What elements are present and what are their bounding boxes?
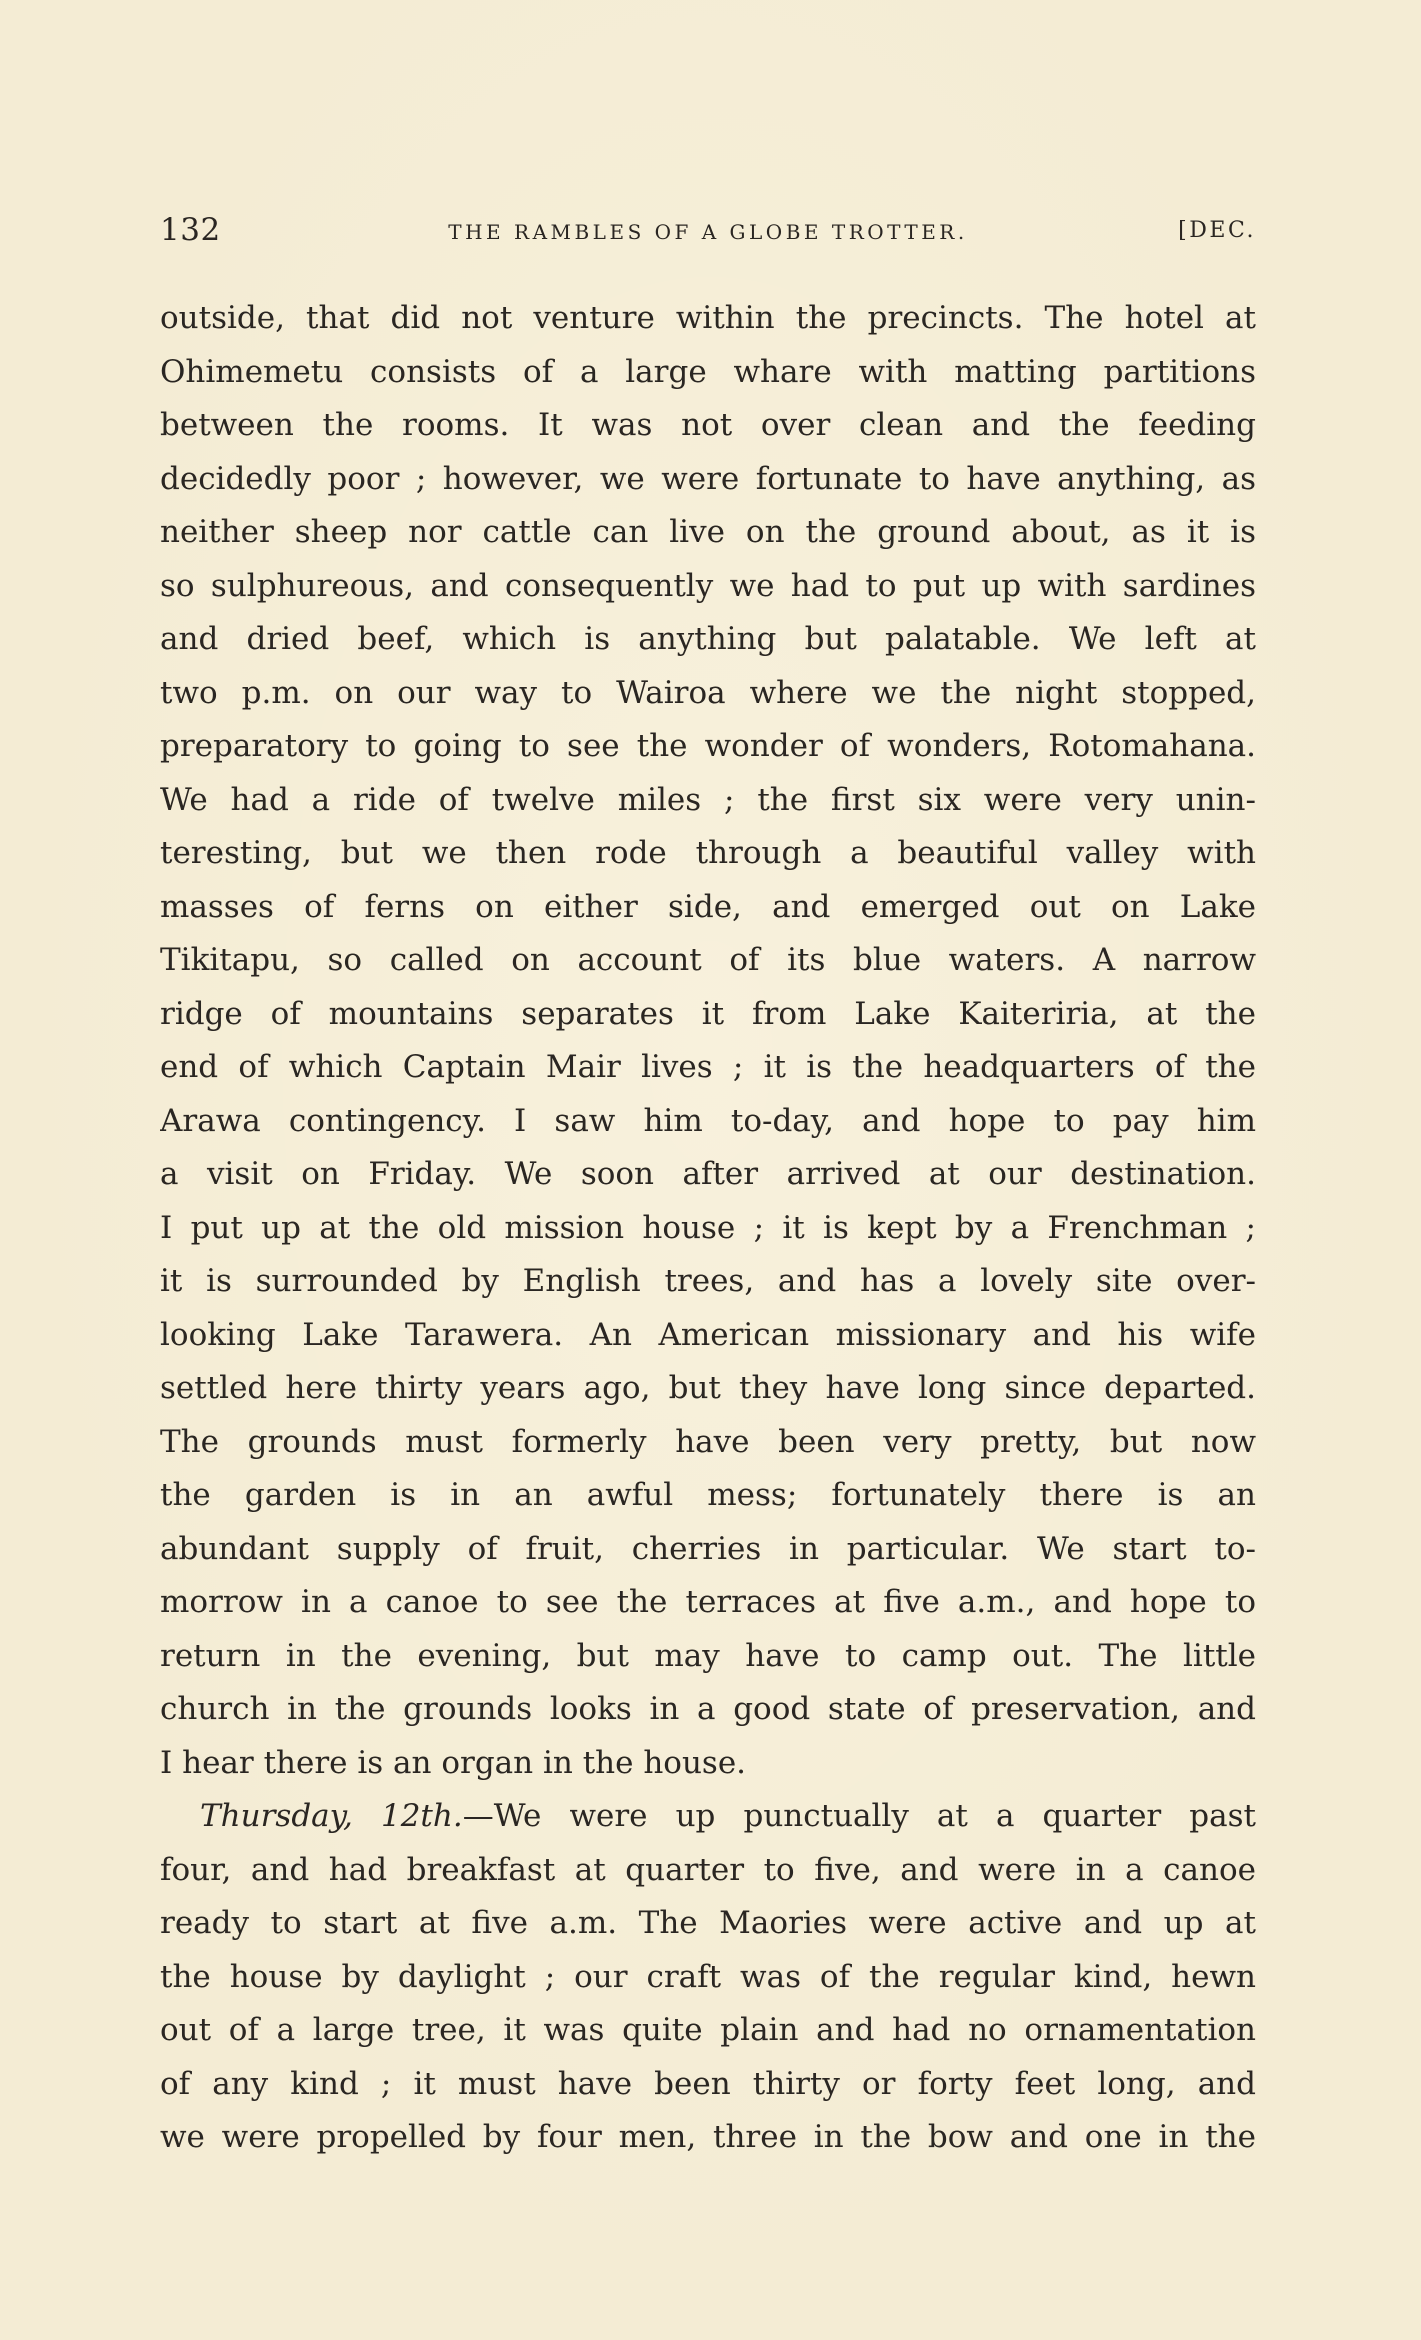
text-line: between the rooms. It was not over clean and the feeding	[160, 407, 1256, 443]
text-line: abundant supply of fruit, cherries in particular. We start to-	[160, 1530, 1256, 1567]
text-line: end of which Captain Mair lives ; it is the headquarters of the	[160, 1049, 1256, 1085]
text-line: of any kind ; it must have been thirty or forty feet long, and	[160, 2065, 1256, 2102]
text-line: Ohimemetu consists of a large whare with matting partitions	[160, 353, 1256, 390]
text-line: neither sheep nor cattle can live on the ground about, as it is	[160, 514, 1256, 550]
running-title: THE RAMBLES OF A GLOBE TROTTER.	[448, 220, 968, 244]
text-line: so sulphureous, and consequently we had to put up with sardines	[160, 567, 1256, 604]
text-line: two p.m. on our way to Wairoa where we the night stopped,	[160, 674, 1256, 711]
text-line-paragraph-end: I hear there is an organ in the house.	[160, 1744, 747, 1781]
running-head	[160, 212, 1256, 252]
text-line: out of a large tree, it was quite plain and had no ornamentation	[160, 2012, 1256, 2048]
text-line: ready to start at five a.m. The Maories were active and up at	[160, 1905, 1256, 1941]
paragraph-opening-line	[160, 1790, 1256, 1844]
text-line: we were propelled by four men, three in the bow and one in the	[160, 2119, 1256, 2155]
body-text	[160, 292, 1256, 2165]
text-line: church in the grounds looks in a good state of preservation, and	[160, 1691, 1256, 1727]
text-line: four, and had breakfast at quarter to five, and were in a canoe	[160, 1851, 1256, 1888]
running-month: [DEC.	[1178, 218, 1256, 243]
text-line: the house by daylight ; our craft was of the regular kind, hewn	[160, 1958, 1256, 1995]
text-line: decidedly poor ; however, we were fortunate to have anything, as	[160, 460, 1256, 497]
text-line: teresting, but we then rode through a beautiful valley with	[160, 835, 1256, 871]
opening-line-text: —We were up punctually at a quarter past	[462, 1798, 1256, 1834]
text-line: Tikitapu, so called on account of its blue waters. A narrow	[160, 942, 1256, 978]
text-line: I put up at the old mission house ; it is kept by a Frenchman ;	[160, 1209, 1256, 1246]
text-line: We had a ride of twelve miles ; the first six were very unin-	[160, 781, 1256, 818]
text-line: settled here thirty years ago, but they have long since departed.	[160, 1370, 1256, 1406]
text-line: return in the evening, but may have to camp out. The little	[160, 1637, 1256, 1674]
text-line: morrow in a canoe to see the terraces at five a.m., and hope to	[160, 1584, 1256, 1620]
text-line: ridge of mountains separates it from Lake Kaiteriria, at the	[160, 995, 1256, 1032]
text-line: a visit on Friday. We soon after arrived at our destination.	[160, 1156, 1256, 1192]
text-line: the garden is in an awful mess; fortunately there is an	[160, 1477, 1256, 1513]
text-line: preparatory to going to see the wonder of wonders, Rotomahana.	[160, 728, 1256, 764]
page-number: 132	[160, 212, 221, 248]
text-line: and dried beef, which is anything but palatable. We left at	[160, 621, 1256, 657]
text-line: Arawa contingency. I saw him to-day, and hope to pay him	[160, 1102, 1256, 1139]
text-line: looking Lake Tarawera. An American missionary and his wife	[160, 1316, 1256, 1353]
text-line: masses of ferns on either side, and emerged out on Lake	[160, 888, 1256, 925]
text-line: it is surrounded by English trees, and has a lovely site over-	[160, 1263, 1256, 1299]
text-line: outside, that did not venture within the precincts. The hotel at	[160, 300, 1256, 336]
date-heading-italic: Thursday, 12th.	[200, 1798, 463, 1834]
text-line: The grounds must formerly have been very pretty, but now	[160, 1423, 1256, 1460]
